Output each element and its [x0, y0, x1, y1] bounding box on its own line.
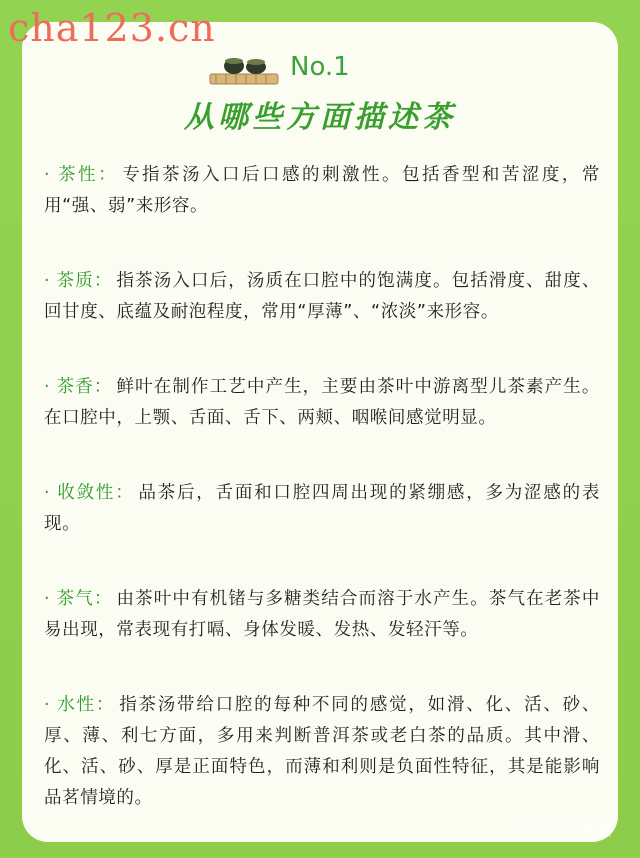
section-colon: ： [98, 165, 119, 185]
section-term: 水性 [56, 695, 96, 715]
section-term: 茶质 [56, 271, 94, 291]
bullet-icon: · [44, 377, 51, 397]
section-text: 指茶汤带给口腔的每种不同的感觉，如滑、化、活、砂、厚、薄、利七方面，多用来判断普洱茶或老白茶的品质。其中滑、化、活、砂、厚是正面特色，而薄和利则是负面性特征，其是能影响品茗情境的。 [44, 695, 601, 808]
section-term: 茶性 [56, 165, 99, 185]
page-title: 从哪些方面描述茶 [184, 100, 456, 135]
section-colon: ： [93, 271, 113, 291]
footer-credit: 头条 @金秀慧 [513, 822, 612, 840]
sections-list [44, 160, 600, 858]
section-term: 收敛性 [56, 483, 116, 503]
section-number: No.1 [290, 52, 350, 82]
section-colon: ： [95, 695, 116, 715]
section-water-nature [44, 690, 600, 814]
bullet-icon: · [44, 589, 51, 609]
section-text: 鲜叶在制作工艺中产生，主要由茶叶中游离型儿茶素产生。在口腔中，上颚、舌面、舌下、两颊、咽喉间感觉明显。 [44, 377, 600, 428]
bullet-icon: · [44, 695, 51, 715]
section-term: 茶香 [56, 377, 94, 397]
section-colon: ： [93, 589, 113, 609]
section-text: 由茶叶中有机锗与多糖类结合而溶于水产生。茶气在老茶中易出现，常表现有打嗝、身体发暖、发热、发轻汗等。 [44, 589, 600, 640]
section-tea-aroma [44, 372, 600, 434]
bullet-icon: · [44, 165, 51, 185]
section-term: 茶气 [56, 589, 94, 609]
section-tea-nature [44, 160, 600, 222]
section-text: 专指茶汤入口后口感的刺激性。包括香型和苦涩度，常用“强、弱”来形容。 [44, 165, 600, 216]
watermark: cha123.cn [8, 6, 216, 50]
section-colon: ： [115, 483, 135, 503]
bullet-icon: · [44, 271, 51, 291]
section-text: 品茶后，舌面和口腔四周出现的紧绷感，多为涩感的表现。 [44, 483, 600, 534]
section-tea-quality [44, 266, 600, 328]
tea-set-icon [208, 50, 280, 88]
section-astringency [44, 478, 600, 540]
section-tea-qi [44, 584, 600, 646]
section-text: 指茶汤入口后，汤质在口腔中的饱满度。包括滑度、甜度、回甘度、底蕴及耐泡程度，常用“厚薄”、“浓淡”来形容。 [44, 271, 600, 322]
bullet-icon: · [44, 483, 51, 503]
section-colon: ： [93, 377, 113, 397]
